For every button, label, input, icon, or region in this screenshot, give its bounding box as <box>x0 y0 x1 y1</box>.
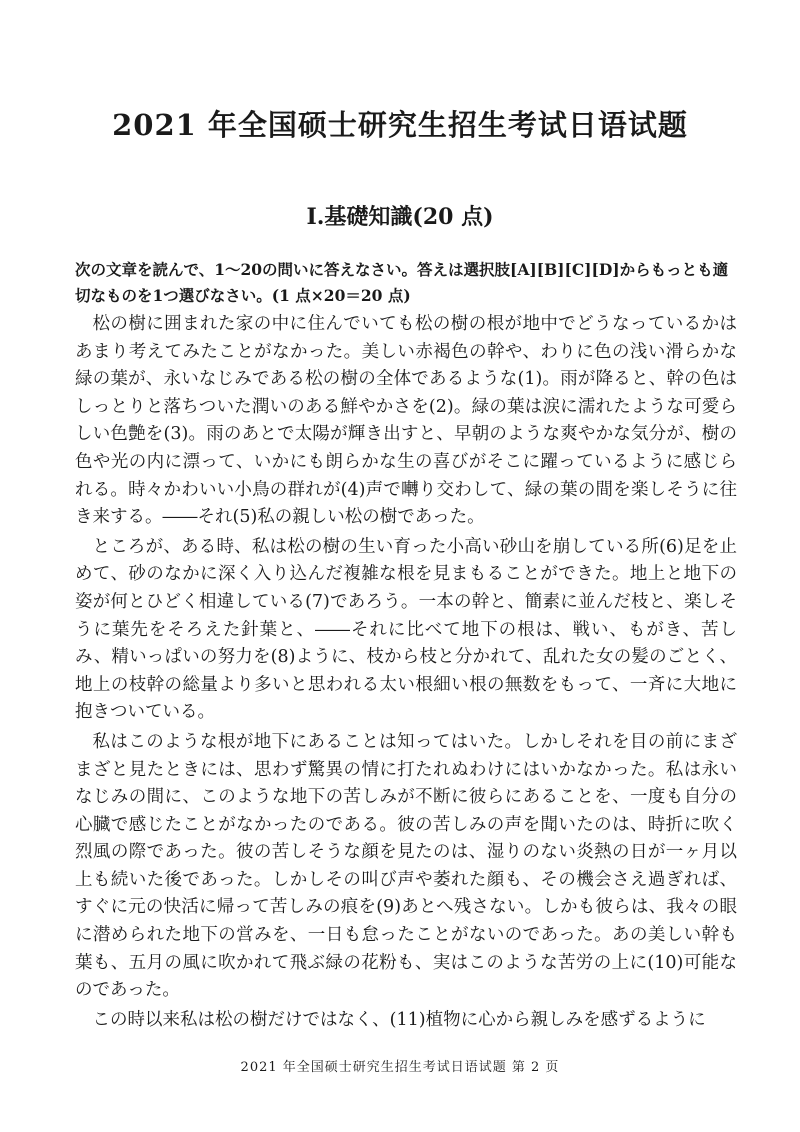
exam-title: 2021 年全国硕士研究生招生考试日语试题 <box>112 108 688 142</box>
paragraph-1: 松の樹に囲まれた家の中に住んでいても松の樹の根が地中でどうなっているかはあまり考えてみたことがなかった。美しい赤褐色の幹や、わりに色の浅い滑らかな緑の葉が、永いなじみである松の樹の全体であるような(1)。雨が降ると、幹の色はしっとりと落ちついた潤いのある鮮やかさを(2)。緑の葉は涙に濡れたような可愛らしい色艶を(3)。雨のあとで太陽が輝き出すと、早朝のような爽やかな気分が、樹の色や光の内に漂って、いかにも朗らかな生の喜びがそこに躍っているように感じられる。時々かわいい小鳥の群れが(4)声で囀り交わして、緑の葉の間を楽しそうに往き来する。――それ(5)私の親しい松の樹であった。 <box>75 314 737 528</box>
section-title: Ⅰ.基礎知識(20 点) <box>306 204 494 230</box>
paragraph-3: 私はこのような根が地下にあることは知ってはいた。しかしそれを目の前にまざまざと見たときには、思わず驚異の情に打たれぬわけにはいかなかった。私は永いなじみの間に、このような地下の苦しみが不断に彼らにあることを、一度も自分の心臓で感じたことがなかったのである。彼の苦しみの声を聞いたのは、時折に吹く烈風の際であった。彼の苦しそうな顔を見たのは、湿りのない炎熱の日が一ヶ月以上も続いた後であった。しかしその叫び声や萎れた顔も、その機会さえ過ぎれば、すぐに元の快活に帰って苦しみの痕を(9)あとへ残さない。しかも彼らは、我々の眼に潜められた地下の営みを、一日も怠ったことがないのであった。あの美しい幹も葉も、五月の風に吹かれて飛ぶ緑の花粉も、実はこのような苦労の上に(10)可能なのであった。 <box>75 731 737 1001</box>
reading-passage <box>75 311 737 1036</box>
paragraph-4: この時以来私は松の樹だけではなく、(11)植物に心から親しみを感ずるように <box>92 1009 706 1030</box>
instructions: 次の文章を読んで、1～20の問いに答えなさい。答えは選択肢[A][B][C][D]からもっとも適切なものを1つ選びなさい。(1 点×20＝20 点) <box>75 260 729 305</box>
page-footer: 2021 年全国硕士研究生招生考试日语试题 第 2 页 <box>240 1060 560 1075</box>
paragraph-2: ところが、ある時、私は松の樹の生い育った小高い砂山を崩している所(6)足を止めて、砂のなかに深く入り込んだ複雑な根を見まもることができた。地上と地下の姿が何とひどく相違している(7)であろう。一本の幹と、簡素に並んだ枝と、楽しそうに葉先をそろえた針葉と、――それに比べて地下の根は、戦い、もがき、苦しみ、精いっぱいの努力を(8)ように、枝から枝と分かれて、乱れた女の髪のごとく、地上の枝幹の総量より多いと思われる太い根細い根の無数をもって、一斉に大地に抱きついている。 <box>75 536 737 723</box>
